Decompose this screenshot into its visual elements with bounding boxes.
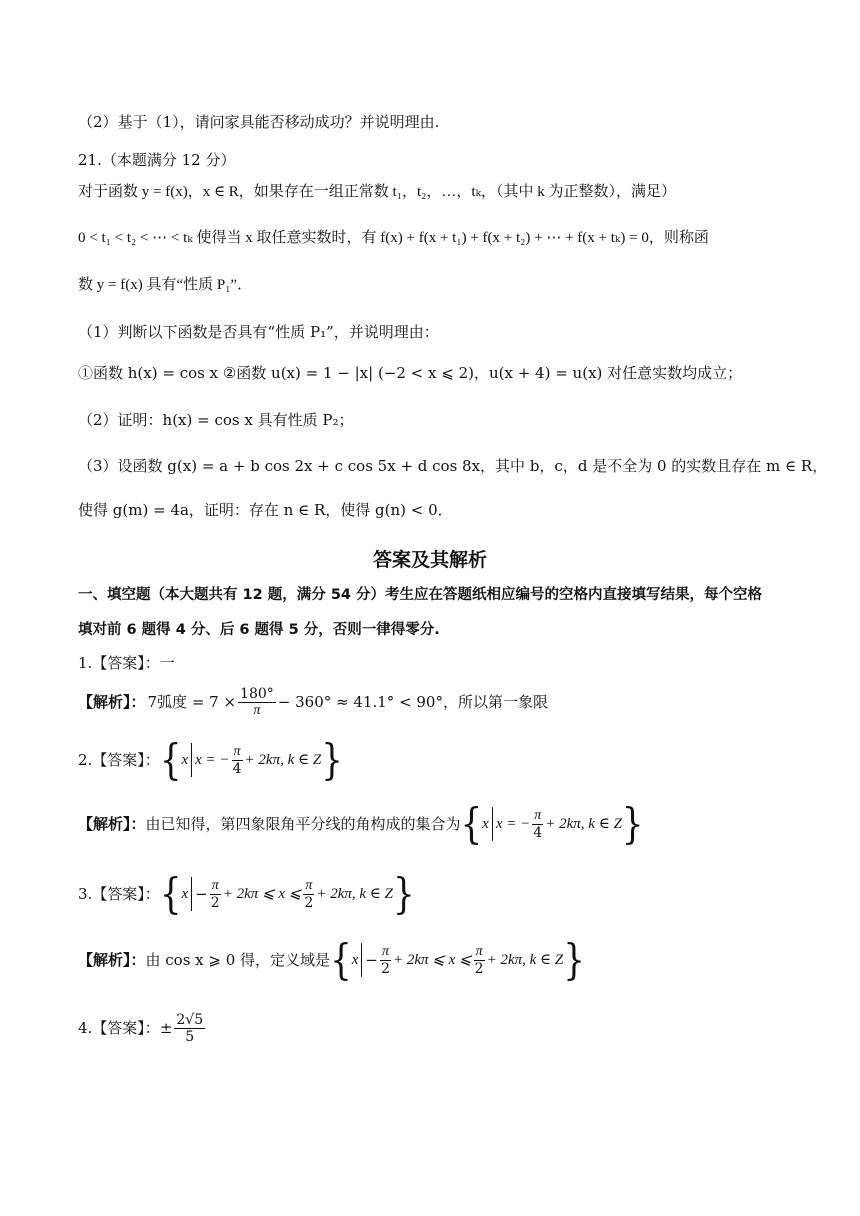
answer-3 bbox=[78, 869, 790, 919]
set-expression bbox=[460, 799, 644, 849]
fraction bbox=[380, 944, 391, 977]
q21-line1: 对于函数 y = f(x)，x ∈ R，如果存在一组正常数 t₁，t₂，…，tₖ，（其中 k 为正整数），满足） bbox=[78, 184, 676, 200]
left-brace: { bbox=[159, 869, 182, 919]
left-brace: { bbox=[460, 799, 483, 849]
q20-part2: （2）基于（1），请问家具能否移动成功？并说明理由. bbox=[78, 113, 440, 131]
left-brace: { bbox=[159, 735, 182, 785]
set-variable: x bbox=[181, 886, 189, 902]
minus-sign: − bbox=[365, 951, 378, 969]
fraction bbox=[174, 1012, 205, 1045]
answer-2 bbox=[78, 735, 790, 785]
set-condition-post: + 2kπ, k ∈ Z bbox=[545, 816, 622, 832]
fraction-numerator: π bbox=[534, 807, 542, 823]
q21-line2: 0 < t₁ < t₂ < ⋯ < tₖ 使得当 x 取任意实数时，有 f(x) + f(x + t₁) + f(x + t₂) + ⋯ + f(x + tₖ) = 0，则称函 bbox=[78, 230, 709, 246]
answer-1 bbox=[78, 653, 790, 673]
q21-header: 21.（本题满分 12 分） bbox=[78, 151, 236, 169]
right-brace: } bbox=[621, 799, 644, 849]
answer-value: 一 bbox=[159, 654, 175, 672]
set-condition-mid: + 2kπ ⩽ x ⩽ bbox=[392, 952, 472, 968]
section1-line1: 一、填空题（本大题共有 12 题，满分 54 分）考生应在答题纸相应编号的空格内直接填写结果，每个空格 bbox=[78, 587, 763, 603]
fraction-denominator: 2 bbox=[304, 894, 314, 911]
explanation-post: − 360° ≈ 41.1° < 90°，所以第一象限 bbox=[277, 693, 548, 711]
fraction-denominator: 4 bbox=[533, 824, 543, 841]
set-condition-post: + 2kπ, k ∈ Z bbox=[486, 952, 564, 968]
explanation-label: 【解析】： bbox=[78, 815, 146, 833]
set-condition-post: + 2kπ, k ∈ Z bbox=[244, 752, 322, 768]
fraction-denominator: 5 bbox=[185, 1028, 195, 1045]
set-divider bbox=[191, 743, 192, 777]
explanation-pre: 7弧度 = 7 × bbox=[147, 693, 237, 711]
q21-part2: （2）证明：h(x) = cos x 具有性质 P₂； bbox=[78, 411, 354, 429]
answers-title: 答案及其解析 bbox=[372, 549, 487, 571]
fraction-numerator: 2√5 bbox=[176, 1011, 204, 1028]
fraction-denominator: 2 bbox=[210, 894, 220, 911]
plus-minus: ± bbox=[159, 1019, 173, 1037]
set-variable: x bbox=[351, 952, 359, 968]
q21-part1: （1）判断以下函数是否具有“性质 P₁”，并说明理由： bbox=[78, 323, 439, 341]
set-variable: x bbox=[482, 816, 489, 832]
answer-4 bbox=[78, 1006, 790, 1050]
fraction bbox=[532, 808, 543, 841]
set-expression bbox=[159, 869, 415, 919]
explanation-2 bbox=[78, 799, 790, 849]
fraction bbox=[238, 686, 276, 719]
right-brace: } bbox=[392, 869, 415, 919]
set-condition-post: + 2kπ, k ∈ Z bbox=[316, 886, 393, 902]
fraction-numerator: π bbox=[381, 943, 389, 959]
fraction-numerator: π bbox=[211, 877, 219, 893]
set-divider bbox=[191, 877, 192, 911]
fraction bbox=[232, 744, 243, 777]
explanation-label: 【解析】： bbox=[78, 693, 146, 711]
fraction-denominator: 2 bbox=[381, 960, 390, 977]
fraction-numerator: π bbox=[475, 943, 483, 959]
explanation-3 bbox=[78, 935, 790, 985]
explanation-text: 由 cos x ⩾ 0 得，定义域是 bbox=[145, 951, 331, 969]
right-brace: } bbox=[321, 735, 343, 785]
fraction bbox=[210, 878, 221, 911]
q21-part3-line1: （3）设函数 g(x) = a + b cos 2x + c cos 5x + d cos 8x，其中 b，c，d 是不全为 0 的实数且存在 m ∈ R， bbox=[78, 457, 828, 475]
fraction-denominator: 2 bbox=[474, 960, 484, 977]
fraction bbox=[303, 878, 314, 911]
answer-label: 4.【答案】： bbox=[78, 1019, 160, 1037]
right-brace: } bbox=[563, 935, 585, 985]
set-expression bbox=[159, 735, 343, 785]
set-divider bbox=[361, 943, 362, 977]
fraction-numerator: π bbox=[305, 877, 313, 893]
left-brace: { bbox=[330, 935, 352, 985]
set-condition-pre: x = − bbox=[195, 752, 230, 768]
set-condition-pre: x = − bbox=[495, 816, 531, 832]
set-condition-mid: + 2kπ ⩽ x ⩽ bbox=[222, 886, 302, 902]
fraction-numerator: π bbox=[233, 743, 241, 759]
answer-label: 3.【答案】： bbox=[78, 885, 160, 903]
minus-sign: − bbox=[195, 885, 208, 903]
q21-part1-functions: ①函数 h(x) = cos x ②函数 u(x) = 1 − |x| (−2 < x ⩽ 2)，u(x + 4) = u(x) 对任意实数均成立； bbox=[78, 364, 743, 382]
fraction-numerator: 180° bbox=[240, 685, 274, 702]
q21-line3: 数 y = f(x) 具有“性质 P₁”． bbox=[78, 277, 253, 293]
set-expression bbox=[330, 935, 585, 985]
section1-line2: 填对前 6 题得 4 分、后 6 题得 5 分，否则一律得零分. bbox=[78, 622, 440, 638]
explanation-1 bbox=[78, 682, 790, 722]
q21-part3-line2: 使得 g(m) = 4a，证明：存在 n ∈ R，使得 g(n) < 0． bbox=[78, 501, 453, 519]
explanation-label: 【解析】： bbox=[78, 951, 146, 969]
fraction-denominator: π bbox=[253, 702, 261, 718]
fraction-denominator: 4 bbox=[232, 760, 242, 777]
answer-label: 2.【答案】： bbox=[78, 751, 160, 769]
explanation-text: 由已知得，第四象限角平分线的角构成的集合为 bbox=[145, 815, 461, 833]
answer-label: 1.【答案】： bbox=[78, 654, 160, 672]
set-divider bbox=[492, 807, 493, 841]
set-variable: x bbox=[181, 752, 189, 768]
fraction bbox=[474, 944, 485, 977]
